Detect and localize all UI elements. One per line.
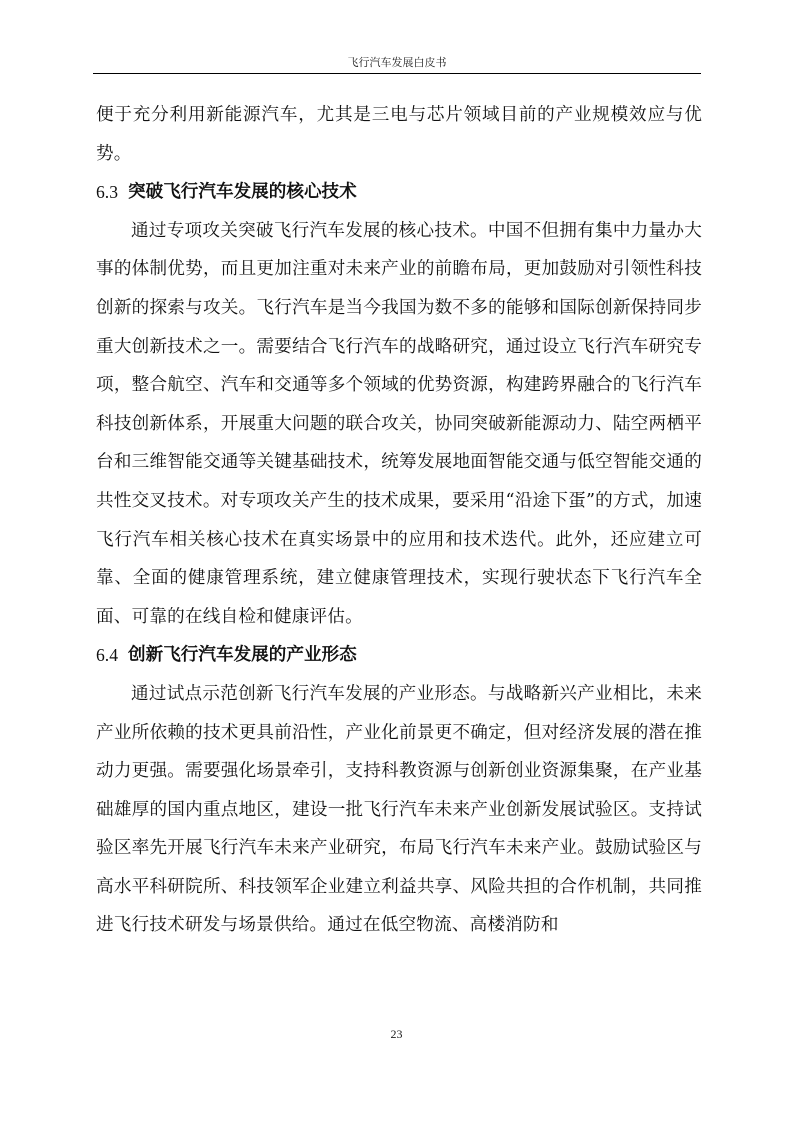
page-body	[96, 96, 702, 945]
section-6-4-paragraph: 通过试点示范创新飞行汽车发展的产业形态。与战略新兴产业相比，未来产业所依赖的技术更具前沿性，产业化前景更不确定，但对经济发展的潜在推动力更强。需要强化场景牵引，支持科教资源与创新创业资源集聚，在产业基础雄厚的国内重点地区，建设一批飞行汽车未来产业创新发展试验区。支持试验区率先开展飞行汽车未来产业研究，布局飞行汽车未来产业。鼓励试验区与高水平科研院所、科技领军企业建立利益共享、风险共担的合作机制，共同推进飞行技术研发与场景供给。通过在低空物流、高楼消防和	[96, 683, 702, 936]
header-divider	[93, 73, 701, 74]
section-6-3-paragraph: 通过专项攻关突破飞行汽车发展的核心技术。中国不但拥有集中力量办大事的体制优势，而且更加注重对未来产业的前瞻布局，更加鼓励对引领性科技创新的探索与攻关。飞行汽车是当今我国为数不多的能够和国际创新保持同步重大创新技术之一。需要结合飞行汽车的战略研究，通过设立飞行汽车研究专项，整合航空、汽车和交通等多个领域的优势资源，构建跨界融合的飞行汽车科技创新体系，开展重大问题的联合攻关，协同突破新能源动力、陆空两栖平台和三维智能交通等关键基础技术，统筹发展地面智能交通与低空智能交通的共性交叉技术。对专项攻关产生的技术成果，要采用“沿途下蛋”的方式，加速飞行汽车相关核心技术在真实场景中的应用和技术迭代。此外，还应建立可靠、全面的健康管理系统，建立健康管理技术，实现行驶状态下飞行汽车全面、可靠的在线自检和健康评估。	[96, 220, 702, 627]
section-title: 创新飞行汽车发展的产业形态	[128, 644, 357, 666]
section-number: 6.3	[96, 182, 118, 203]
section-heading-6-3	[96, 173, 702, 212]
intro-paragraph: 便于充分利用新能源汽车，尤其是三电与芯片领域目前的产业规模效应与优势。	[96, 105, 702, 164]
section-number: 6.4	[96, 645, 118, 666]
running-header: 飞行汽车发展白皮书	[347, 56, 447, 69]
page-number: 23	[390, 1027, 403, 1041]
section-heading-6-4	[96, 636, 702, 675]
section-title: 突破飞行汽车发展的核心技术	[128, 181, 357, 203]
